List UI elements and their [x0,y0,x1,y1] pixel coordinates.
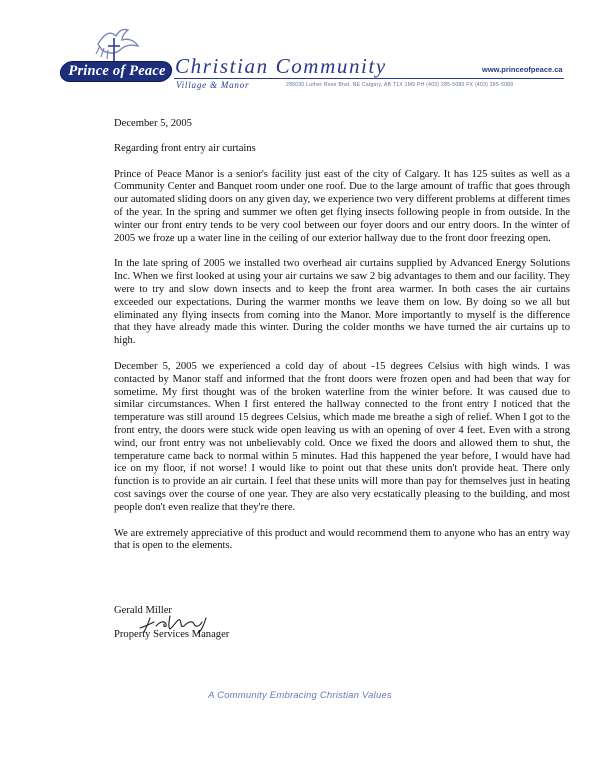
brand-badge-text: Prince of Peace [68,63,166,79]
letterhead-rule [174,78,564,79]
letterhead [0,0,600,100]
letter-body [114,118,570,566]
letter-subject: Regarding front entry air curtains [114,142,256,154]
organization-website: www.princeofpeace.ca [482,65,563,74]
organization-subtitle: Village & Manor [176,80,250,90]
signer-name: Gerald Miller [114,605,172,616]
organization-name: Christian Community [175,54,387,78]
organization-address: 285030 Luther Rose Blvd. NE Calgary, AB T1X 1M9 PH (403) 285-5080 FX (403) 285-5089 [286,82,514,88]
dove-cross-logo-icon [92,24,142,66]
paragraph-1: Prince of Peace Manor is a senior's facility just east of the city of Calgary. It has 125 suites as well as a Community Center and Banquet room under one roof. Due to the large amount of traffic that goes through our automated sliding doors on any given day, we experience two very different problems at different times of the year. In the spring and summer we often get flying insects following people in from outside. In the winter our front entry tends to be very cool between our foyer doors and our entry doors. In the winter of 2005 we froze up a water line in the ceiling of our exterior hallway due to the front door freezing open. [114,168,570,244]
signer-title: Property Services Manager [114,629,230,640]
paragraph-2: In the late spring of 2005 we installed two overhead air curtains supplied by Advanced Energy Solutions Inc. When we first looked at using your air curtains we saw 2 big advantages to them and our facility. They were to try and slow down insects and to keep the front area warmer. In both cases the air curtains exceeded our expectations. During the warmer months we leave them on low. By doing so we all but eliminated any flying insects from coming into the Manor. More importantly to myself is the difference that they have already made this winter. During the colder months we have turned the air curtains up to high. [114,258,570,347]
letter-date: December 5, 2005 [114,118,192,129]
footer-tagline: A Community Embracing Christian Values [208,690,392,701]
paragraph-3: December 5, 2005 we experienced a cold day of about -15 degrees Celsius with high winds. I was contacted by Manor staff and informed that the front doors were frozen open and had been that way for sometime. My first thought was of the broken waterline from the winter before. It was caused due to similar circumstances. When I first entered the hallway connected to the front entry I noticed that the temperature was still around 15 degrees Celsius, which made me breathe a sigh of relief. When I got to the front entry, the doors were stuck wide open leaving us with an opening of over 4 feet. Even with a strong wind, our front entry was not unbelievably cold. Once we fixed the doors and allowed them to shut, the temperature came back to normal within 5 minutes. Had this happened the year before, I would have had ice on my floor, if not worse! I would like to point out that these units don't provide heat. There only function is to provide an air curtain. I feel that these units will more than pay for themselves just in heating cost savings over the course of one year. They are also very ecstatically pleasing to the building, and most people don't even realize that they're there. [114,360,570,513]
paragraph-4: We are extremely appreciative of this product and would recommend them to anyone who has an entry way that is open to the elements. [114,527,570,552]
